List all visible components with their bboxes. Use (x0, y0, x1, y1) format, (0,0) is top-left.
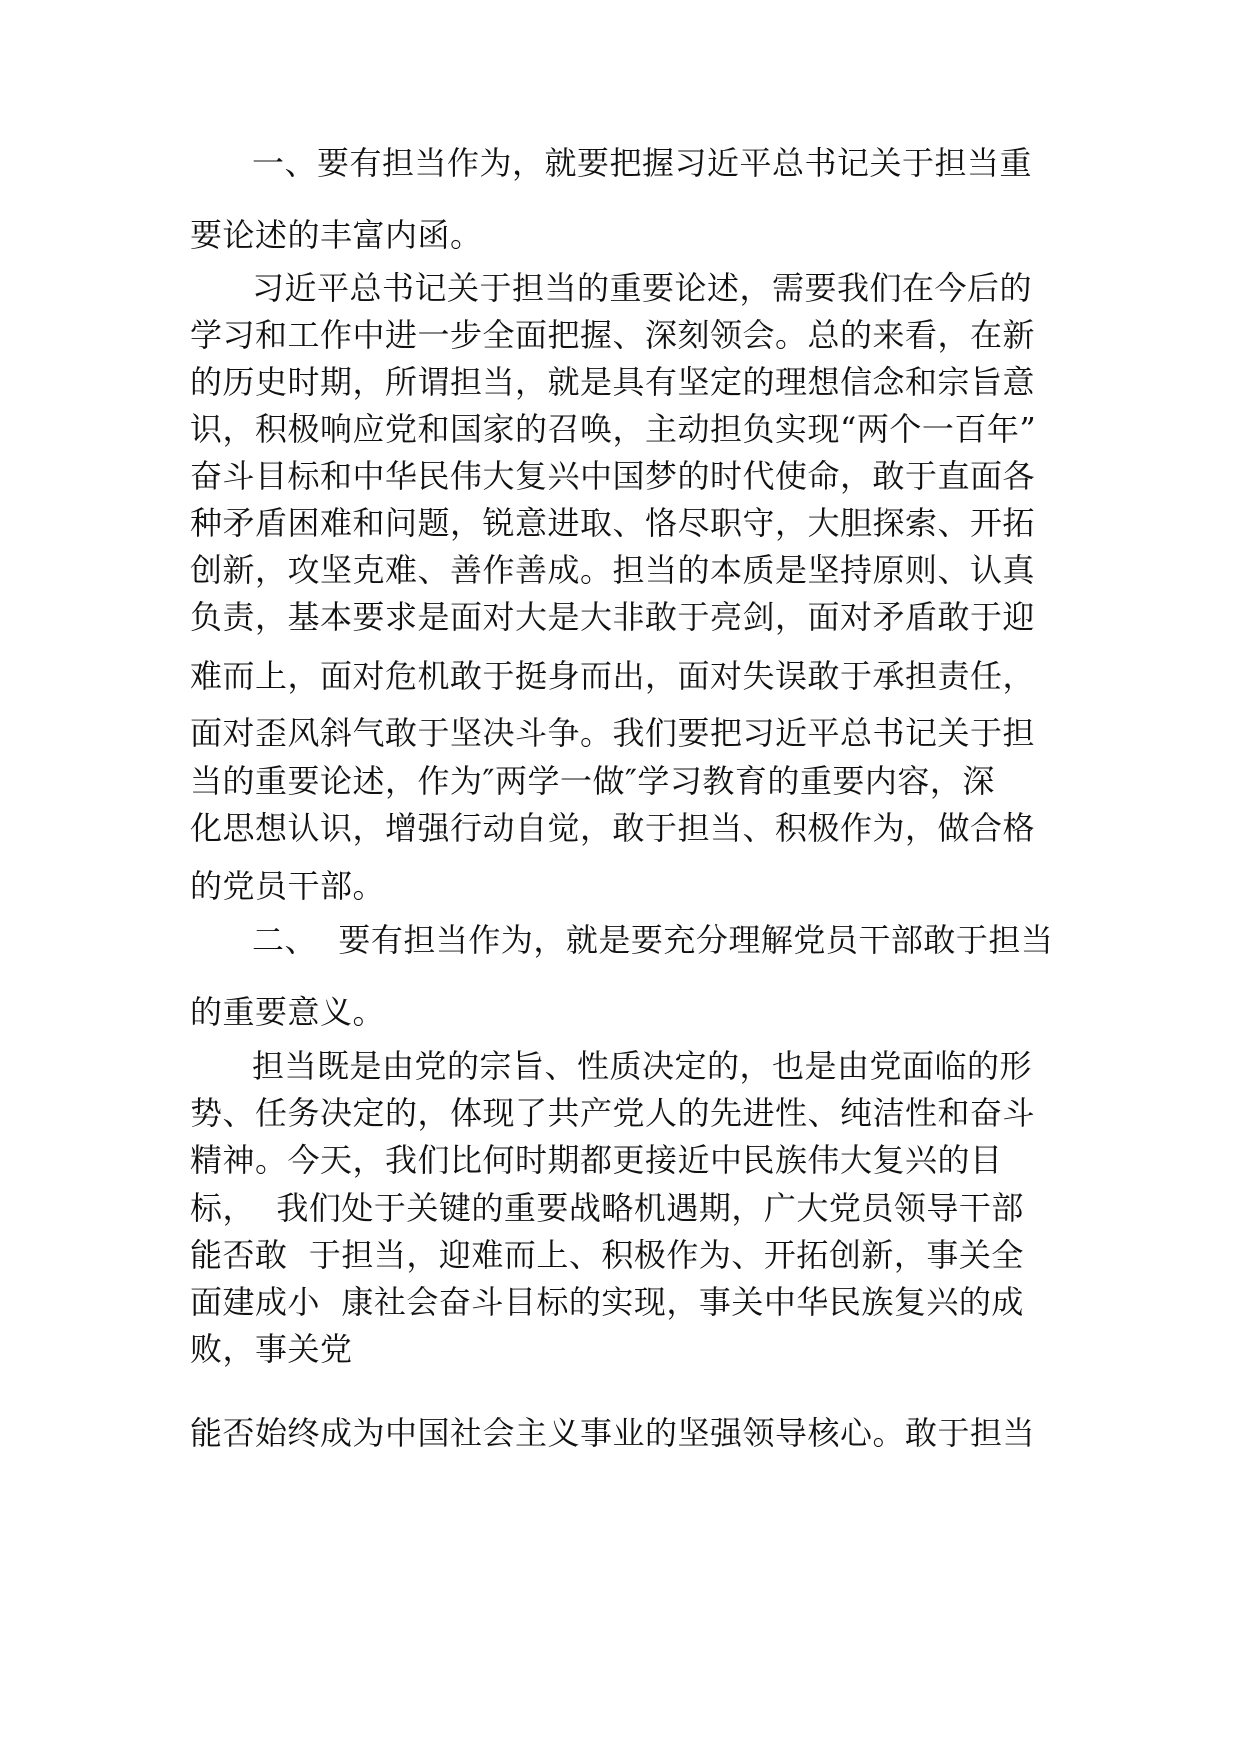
paragraph-line: 习近平总书记关于担当的重要论述，需要我们在今后的 (252, 269, 1033, 307)
paragraph-line: 担当既是由党的宗旨、性质决定的，也是由党面临的形 (252, 1047, 1033, 1085)
paragraph-line: 的党员干部。 (190, 867, 386, 905)
heading-one-line-1: 一、要有担当作为，就要把握习近平总书记关于担当重 (252, 144, 1033, 182)
paragraph-line: 当的重要论述，作为″两学一做″学习教育的重要内容，深 (190, 762, 995, 800)
paragraph-line: 面建成小 康社会奋斗目标的实现，事关中华民族复兴的成 (190, 1283, 1024, 1321)
heading-two-line-1: 二、 要有担当作为，就是要充分理解党员干部敢于担当 (252, 921, 1054, 959)
paragraph-line: 种矛盾困难和问题，锐意进取、恪尽职守，大胆探索、开拓 (190, 504, 1036, 542)
paragraph-line: 难而上，面对危机敢于挺身而出，面对失误敢于承担责任， (190, 657, 1036, 695)
heading-two-line-2: 的重要意义。 (190, 993, 386, 1031)
paragraph-line: 败，事关党 (190, 1330, 353, 1368)
paragraph-line: 精神。今天，我们比何时期都更接近中民族伟大复兴的目 (190, 1141, 1003, 1179)
paragraph-line: 化思想认识，增强行动自觉，敢于担当、积极作为，做合格 (190, 809, 1036, 847)
paragraph-line: 识，积极响应党和国家的召唤，主动担负实现“两个一百年” (190, 410, 1037, 448)
paragraph-line: 负责，基本要求是面对大是大非敢于亮剑，面对矛盾敢于迎 (190, 598, 1036, 636)
paragraph-line: 学习和工作中进一步全面把握、深刻领会。总的来看，在新 (190, 316, 1036, 354)
paragraph-line: 奋斗目标和中华民伟大复兴中国梦的时代使命，敢于直面各 (190, 457, 1036, 495)
paragraph-line: 面对歪风斜气敢于坚决斗争。我们要把习近平总书记关于担 (190, 714, 1036, 752)
heading-one-line-2: 要论述的丰富内函。 (190, 216, 483, 254)
paragraph-line: 创新，攻坚克难、善作善成。担当的本质是坚持原则、认真 (190, 551, 1036, 589)
paragraph-line: 标， 我们处于关键的重要战略机遇期，广大党员领导干部 (190, 1189, 1024, 1227)
paragraph-line: 能否始终成为中国社会主义事业的坚强领导核心。敢于担当 (190, 1414, 1036, 1452)
paragraph-line: 的历史时期，所谓担当，就是具有坚定的理想信念和宗旨意 (190, 363, 1036, 401)
paragraph-line: 能否敢 于担当，迎难而上、积极作为、开拓创新，事关全 (190, 1236, 1024, 1274)
paragraph-line: 势、任务决定的，体现了共产党人的先进性、纯洁性和奋斗 (190, 1094, 1036, 1132)
